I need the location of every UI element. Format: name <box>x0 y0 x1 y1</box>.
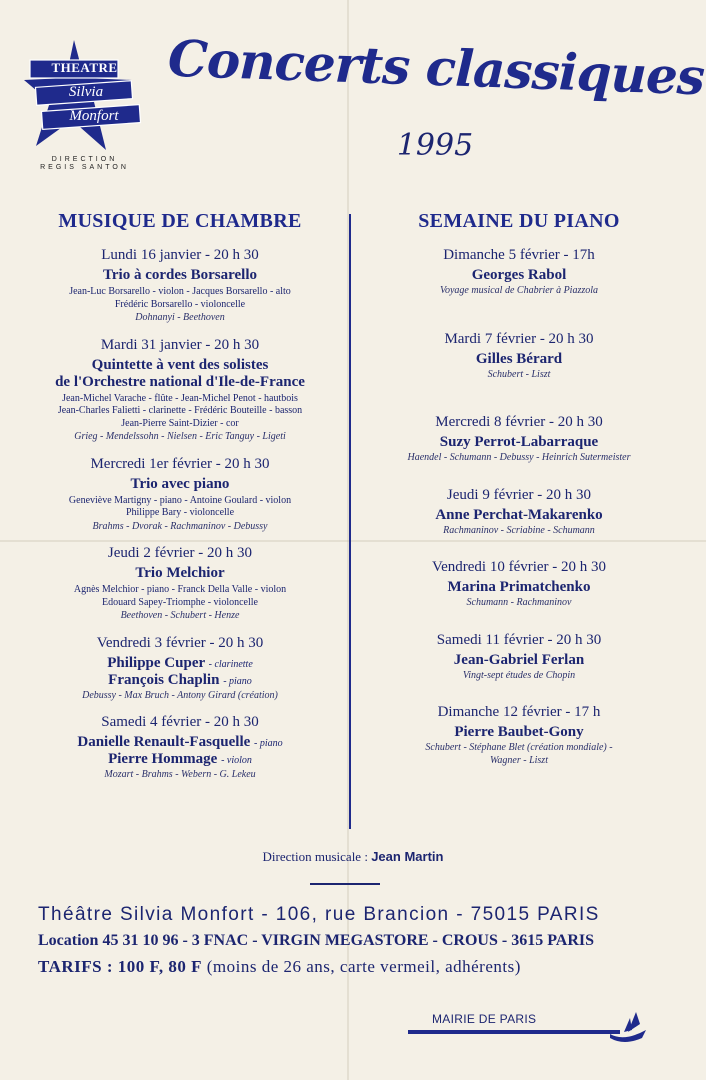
concert-date: Mercredi 1er février - 20 h 30 <box>90 455 270 472</box>
divider-rule <box>310 883 380 885</box>
poster-title: Concerts classiques <box>167 28 706 107</box>
pianist-name: Marina Primatchenko <box>447 579 591 595</box>
program <box>360 742 678 767</box>
concert-date: Samedi 4 février - 20 h 30 <box>101 714 259 730</box>
performer-instrument: - clarinette <box>208 658 253 670</box>
recital-date: Jeudi 9 février - 20 h 30 <box>446 486 592 503</box>
logo-director-name: REGIS SANTON <box>40 164 129 171</box>
logo-silvia: Silvia <box>68 84 104 100</box>
program: Voyage musical de Chabrier à Piazzola <box>439 285 599 296</box>
pianist-name: Pierre Baubet-Gony <box>454 724 584 740</box>
credit-name: Jean Martin <box>371 849 444 864</box>
logo-theatre: THEATRE <box>51 60 118 75</box>
program: Dohnanyi - Beethoven <box>135 312 225 323</box>
logo-direction <box>22 156 147 172</box>
performer-line: Jean-Pierre Saint-Dizier - cor <box>121 417 239 429</box>
pianist-name: Anne Perchat-Makarenko <box>435 506 603 523</box>
ensemble-name: Trio à cordes Borsarello <box>103 267 257 283</box>
performers <box>10 393 350 431</box>
chamber-music-heading: MUSIQUE DE CHAMBRE <box>58 210 302 232</box>
performers <box>10 286 350 311</box>
concert-entry <box>10 714 350 782</box>
pianist-name: Georges Rabol <box>471 267 567 283</box>
performer-instrument: - piano <box>223 675 252 687</box>
program: Brahms - Dvorak - Rachmaninov - Debussy <box>92 520 268 532</box>
performer-name-text: Philippe Cuper <box>107 654 205 671</box>
recital-date: Mardi 7 février - 20 h 30 <box>444 330 594 347</box>
program-line: Schubert - Stéphane Blet (création mondiale) - <box>425 742 613 753</box>
program: Beethoven - Schubert - Henze <box>120 610 240 621</box>
performer-line: Frédéric Borsarello - violoncelle <box>114 298 246 310</box>
mairie-de-paris-logo <box>408 1008 648 1044</box>
performer-name <box>10 672 350 689</box>
performer-name <box>10 751 350 768</box>
recital-date: Dimanche 12 février - 17 h <box>437 704 601 720</box>
recital-date: Vendredi 10 février - 20 h 30 <box>431 559 607 575</box>
concert-date: Vendredi 3 février - 20 h 30 <box>96 634 264 651</box>
performer-name-text: François Chaplin <box>108 671 220 688</box>
performer-line: Philippe Bary - violoncelle <box>125 507 235 518</box>
performer-name-text: Danielle Renault-Fasquelle <box>77 734 251 750</box>
pianist-name: Jean-Gabriel Ferlan <box>453 651 585 668</box>
program-line: Wagner - Liszt <box>490 754 548 766</box>
concert-date: Mardi 31 janvier - 20 h 30 <box>100 336 260 353</box>
performer-line: Edouard Sapey-Triomphe - violoncelle <box>102 596 258 608</box>
performers <box>10 495 350 520</box>
performer-line: Agnès Melchior - piano - Franck Della Valle - violon <box>73 584 287 595</box>
concert-entry <box>10 247 350 325</box>
performers <box>10 584 350 609</box>
paris-ship-icon <box>606 1008 650 1044</box>
pianist-name: Suzy Perrot-Labarraque <box>439 434 599 450</box>
program: Mozart - Brahms - Webern - G. Lekeu <box>104 769 256 780</box>
program: Rachmaninov - Scriabine - Schumann <box>443 524 595 536</box>
performer-line: Jean-Michel Varache - flûte - Jean-Michel Penot - hautbois <box>62 392 298 404</box>
poster-year: 1995 <box>396 128 474 163</box>
program: Grieg - Mendelssohn - Nielsen - Eric Tanguy - Ligeti <box>74 431 286 442</box>
ticket-prices <box>38 957 678 977</box>
recital-entry <box>360 632 678 683</box>
performer-name <box>10 655 350 672</box>
performer-name <box>10 734 350 751</box>
recital-entry <box>360 704 678 767</box>
concert-entry <box>10 337 350 444</box>
recital-entry <box>360 559 678 610</box>
ensemble-name-line2: de l'Orchestre national d'Ile-de-France <box>55 373 305 390</box>
ensemble-name: Trio Melchior <box>135 565 225 581</box>
piano-week-heading: SEMAINE DU PIANO <box>418 210 620 232</box>
program: Debussy - Max Bruch - Antony Girard (création) <box>82 689 278 701</box>
mairie-label: MAIRIE DE PARIS <box>432 1012 537 1026</box>
concert-date: Jeudi 2 février - 20 h 30 <box>107 545 253 561</box>
recital-entry <box>360 331 678 382</box>
recital-date: Dimanche 5 février - 17h <box>443 247 595 263</box>
recital-date: Samedi 11 février - 20 h 30 <box>436 631 602 648</box>
program: Haendel - Schumann - Debussy - Heinrich Sutermeister <box>407 452 631 463</box>
recital-entry <box>360 247 678 298</box>
ensemble-name: Trio avec piano <box>130 475 230 492</box>
piano-week-column <box>360 210 678 779</box>
ticket-locations: Location 45 31 10 96 - 3 FNAC - VIRGIN MEGASTORE - CROUS - 3615 PARIS <box>38 932 595 949</box>
performer-instrument: - piano <box>254 738 283 749</box>
prices-conditions: (moins de 26 ans, carte vermeil, adhérents) <box>206 957 521 976</box>
performer-line: Geneviève Martigny - piano - Antoine Goulard - violon <box>68 494 292 506</box>
ensemble-name: Quintette à vent des solistes <box>91 356 269 373</box>
performer-line: Jean-Luc Borsarello - violon - Jacques Borsarello - alto <box>69 286 291 297</box>
credit-label: Direction musicale : <box>262 849 368 864</box>
program: Schubert - Liszt <box>487 368 551 380</box>
musical-direction-credit <box>0 849 706 865</box>
performer-instrument: - violon <box>221 755 252 766</box>
recital-entry <box>360 414 678 465</box>
theatre-address: Théâtre Silvia Monfort - 106, rue Brancion - 75015 PARIS <box>38 904 600 925</box>
program: Vingt-sept études de Chopin <box>462 669 576 681</box>
chamber-music-column <box>10 210 350 794</box>
performer-name-text: Pierre Hommage <box>108 751 218 767</box>
theatre-logo <box>22 40 147 175</box>
concert-entry <box>10 635 350 703</box>
logo-direction-label: DIRECTION <box>51 156 118 163</box>
recital-entry <box>360 487 678 538</box>
logo-monfort: Monfort <box>69 108 119 124</box>
pianist-name: Gilles Bérard <box>475 350 563 367</box>
concert-entry <box>10 545 350 623</box>
concert-date: Lundi 16 janvier - 20 h 30 <box>101 247 259 263</box>
recital-date: Mercredi 8 février - 20 h 30 <box>435 414 603 430</box>
prices-main: TARIFS : 100 F, 80 F <box>38 957 202 976</box>
performer-line: Jean-Charles Falietti - clarinette - Frédéric Bouteille - basson <box>57 405 303 416</box>
concert-entry <box>10 456 350 534</box>
program: Schumann - Rachmaninov <box>466 597 572 608</box>
mairie-bar <box>408 1030 620 1034</box>
